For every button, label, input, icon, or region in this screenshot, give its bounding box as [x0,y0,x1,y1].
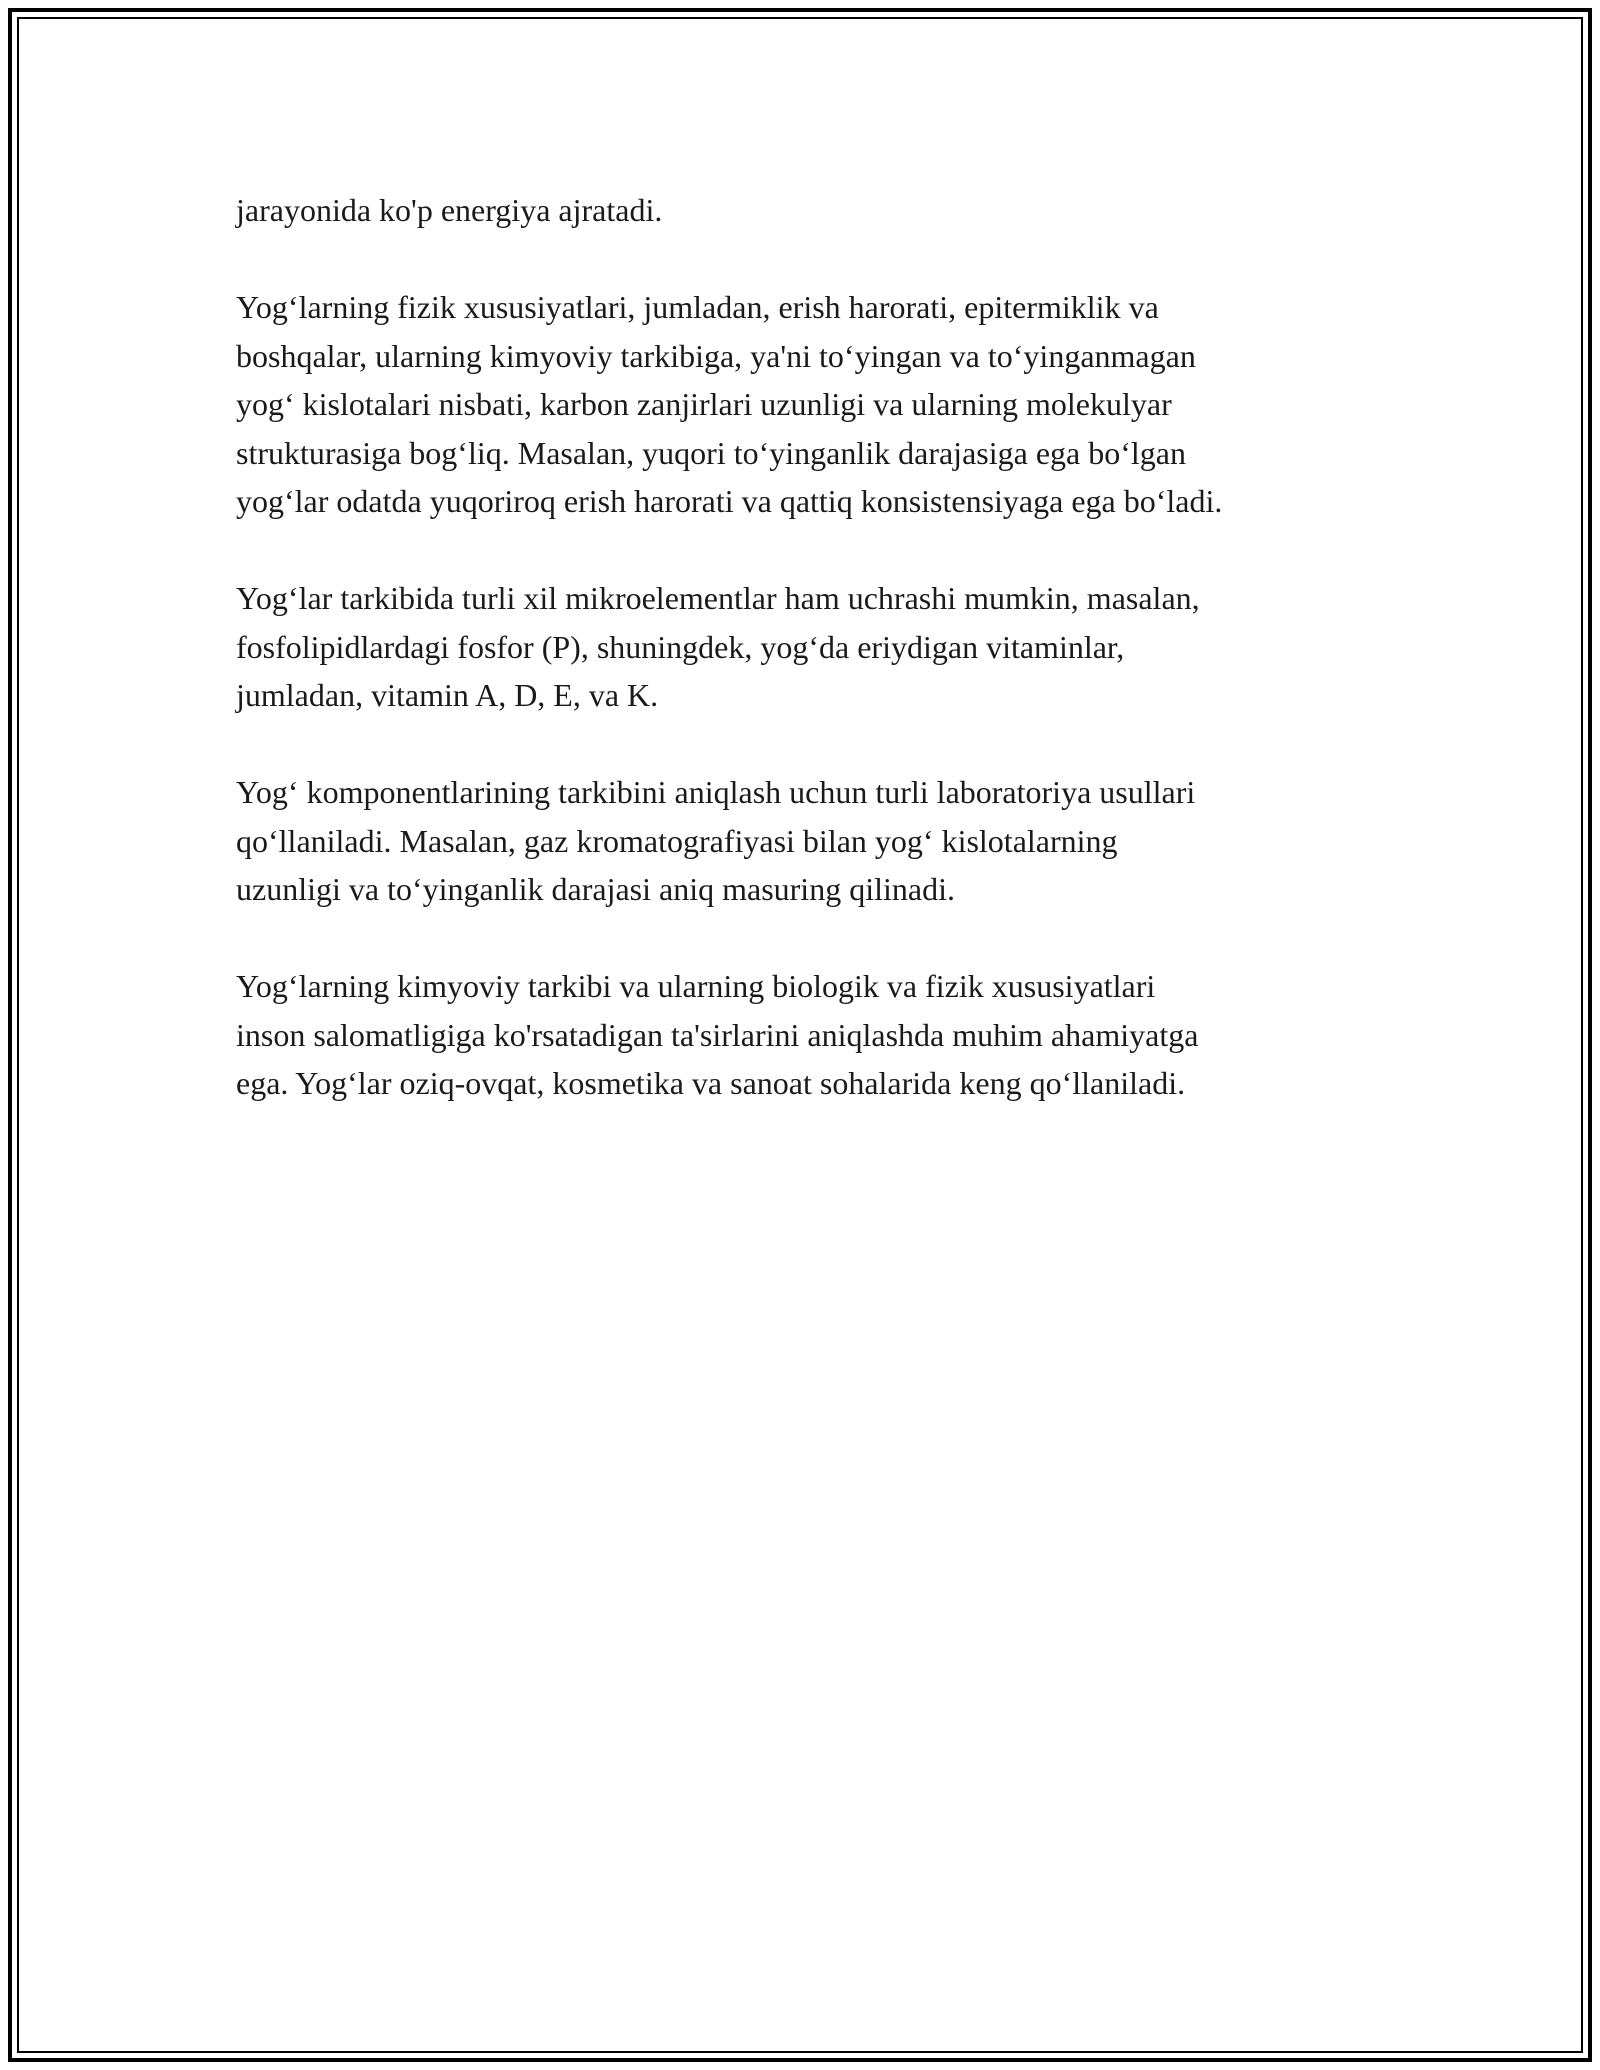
text-line: strukturasiga bog‘liq. Masalan, yuqori to‘yinganlik darajasiga ega bo‘lgan [236,434,1186,471]
paragraph [236,768,1386,914]
paragraph [236,962,1386,1108]
text-line: uzunligi va to‘yinganlik darajasi aniq masuring qilinadi. [236,871,955,907]
text-line: ega. Yog‘lar oziq-ovqat, kosmetika va sanoat sohalarida keng qo‘llaniladi. [236,1065,1186,1101]
text-line: qo‘llaniladi. Masalan, gaz kromatografiyasi bilan yog‘ kislotalarning [236,822,1118,859]
text-line: boshqalar, ularning kimyoviy tarkibiga, ya'ni to‘yingan va to‘yinganmagan [236,337,1196,374]
text-line: Yog‘lar tarkibida turli xil mikroelementlar ham uchrashi mumkin, masalan, [236,580,1200,616]
text-line: Yog‘ komponentlarining tarkibini aniqlash uchun turli laboratoriya usullari [236,774,1196,810]
text-line: fosfolipidlardagi fosfor (P), shuningdek, yog‘da eriydigan vitaminlar, [236,628,1125,665]
text-line: yog‘lar odatda yuqoriroq erish harorati va qattiq konsistensiyaga ega bo‘ladi. [236,483,1223,519]
paragraph [236,186,1386,235]
text-line: jarayonida ko'p energiya ajratadi. [236,192,663,228]
text-line: yog‘ kislotalari nisbati, karbon zanjirlari uzunligi va ularning molekulyar [236,386,1172,422]
text-line: jumladan, vitamin A, D, E, va K. [236,677,659,713]
paragraph [236,574,1386,720]
text-line: Yog‘larning kimyoviy tarkibi va ularning biologik va fizik xususiyatlari [236,968,1156,1004]
document-body [236,186,1386,1156]
text-line: Yog‘larning fizik xususiyatlari, jumladan, erish harorati, epitermiklik va [236,289,1159,325]
paragraph [236,283,1386,526]
text-line: inson salomatligiga ko'rsatadigan ta'sirlarini aniqlashda muhim ahamiyatga [236,1016,1199,1053]
